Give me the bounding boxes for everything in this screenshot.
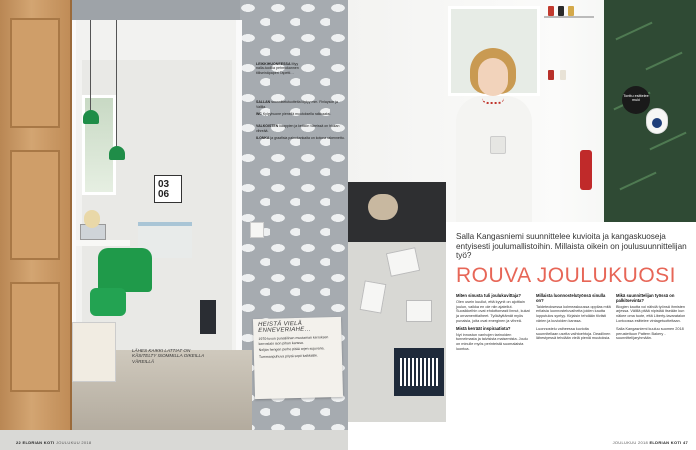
green-lamp-icon [109, 146, 125, 160]
note-item: 1970-luvun punatiilinen muutaman kerroksen kerrostalo ison pihan kanssa. [258, 335, 329, 346]
woman-face [478, 58, 508, 96]
caption-badge: Tonttu esittelee muki [622, 86, 650, 114]
dark-rug [200, 300, 216, 334]
tote-bag [72, 322, 116, 382]
note-item: Tummanpuhuva pöytä sopii kaikkialle. [258, 352, 318, 359]
photo-caption: LÄHES KAIKKI LATTIAT ON KÄSITELTY ISOMMILLA OIKEILLA VÄREILLÄ [132, 348, 204, 364]
feature-4: ILONKA ja graafisia painokankaita on kotona rakennettu. [256, 136, 345, 140]
child [84, 210, 100, 228]
green-lamp-icon [83, 110, 99, 124]
feature-3: VALKOISTEN kaappien ja keittiön väreissä on hiukan vihreää. [256, 124, 340, 133]
feature-1: SALLAN suunnittelutuotteita löytyy mm. Finlayson ja Vallila. [256, 100, 338, 109]
red-necklace [482, 98, 504, 104]
ornament-mug-icon [646, 108, 668, 134]
paper-cutout [406, 300, 432, 322]
shelf [544, 16, 594, 18]
green-armchair [98, 248, 152, 292]
woman-white-blouse [456, 96, 532, 222]
desk [76, 240, 130, 246]
article-headline: ROUVA JOULUKUOSI [456, 264, 676, 287]
feature-2: WC Kylpyhuone pienellä muutoksella raikkaaksi. [256, 112, 332, 116]
right-page [348, 0, 696, 450]
text-column-2: Millaista luonnostelutyönsä sinulla on? Taideteoksessa kolmeaskuussa oppilas mitä erilaisia luonnosteluvaiheita joiden kautta lopputulos syntyy. Kirjaisin tehdään tiiviisti värien ja kuvioiden kanssa. Luonnostelu vaiheessa kuvioita suunnitellaan useita vaihtoehtoja. Deadlinen lähestyessä tehdään vielä pieniä muutoksia. [536, 293, 611, 341]
light-switch [250, 222, 264, 238]
green-armchair-seat [90, 288, 126, 316]
mug [490, 136, 506, 154]
note-item: Neljän hengen perhe pitää arjen sujuvana. [258, 346, 325, 353]
red-bottle [580, 150, 592, 190]
text-column-1: Miten sinusta tuli joulukuvittaja? Olen usein kuullut, että kyynit on ajoittain joulun, vaikka en ole niin ajatellut. Suosikkeihin ovat ehdottomasti linnut, kukat ja ornamenttiaiheet. Työkäyttämät myös punaisia, joita ovat energinen ja vihreä. Mistä kerräät inspiraatiota? Nyt innostun vanhojen tarinoiden tunnelmasta ja talvisista maisemista. Joulu on minulle myös perinteistä suomalaista luontoa. [456, 293, 530, 351]
number-poster [154, 175, 182, 203]
text-column-3: Mikä suunnittelijan työssä on palkitsevinta? Blogien kautta voi nähdä työnsä ihmisten arjessa. Välillä pitää nipistää itseään kun näkee oma tuote, että Liberty-tavaratalon Lontoossa esittelee vintagetuotteitaan. Salla Kangasniemi kuuluu suomen 2018 perustettuun Pattern Bakery -suunnittelijaryhmään. [616, 293, 686, 341]
wooden-door [0, 0, 72, 430]
top-caption: LEIKKIHUONEESSA Myy nalla-tuolilla pehmokannen tiiliseinäpaperi Tapetti… [256, 62, 299, 75]
right-footer: JOULUKUU 2018 ELDRIAN KOTI 47 [612, 440, 688, 445]
intro-text: Salla Kangasniemi suunnittelee kuvioita ja kangaskuoseja entyisesti joulumallistoihin. Millaista oikein on joulusuunnittelijan työ? [456, 232, 687, 261]
left-footer: 22 ELDRIAN KOTI JOULUKUU 2018 [16, 440, 92, 445]
poster-digits: 03 06 [158, 179, 170, 200]
info-note-card [253, 317, 343, 399]
note-title: HEISTÄ VIELÄ ENNEVERIAHE… [258, 320, 311, 335]
patterned-pillow [394, 348, 444, 396]
bowl [368, 194, 398, 220]
